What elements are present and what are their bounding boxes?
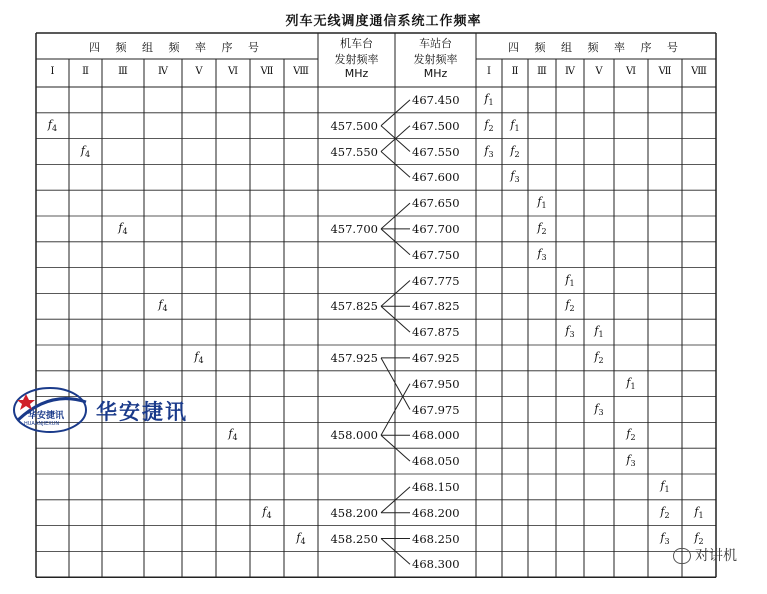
station-freq: 467.925 [412,351,460,365]
left-frequency-mark: $f_4$ [80,143,91,159]
right-col-header: Ⅳ [565,66,575,77]
loco-freq: 458.250 [330,531,378,546]
loco-freq-header-line: 发射频率 [334,53,379,66]
station-freq: 467.950 [412,376,460,391]
loco-freq: 457.925 [330,351,378,365]
station-freq-header-line: 发射频率 [413,53,458,66]
right-frequency-mark: $f_3$ [594,401,604,417]
station-freq: 467.750 [412,247,460,262]
station-freq: 468.250 [412,531,460,546]
right-col-header: Ⅷ [691,66,707,77]
station-freq-header-line: MHz [423,67,448,80]
right-col-header: Ⅴ [595,66,603,77]
right-col-header: Ⅰ [487,66,491,77]
loco-freq: 457.825 [330,299,378,314]
left-col-header: Ⅱ [82,66,89,77]
station-freq: 467.450 [412,93,460,107]
right-frequency-mark: $f_2$ [660,504,670,520]
loco-freq: 457.550 [330,144,378,159]
right-frequency-mark: $f_2$ [626,427,636,443]
loco-freq: 458.000 [330,428,378,443]
left-frequency-mark: $f_4$ [47,117,58,133]
right-frequency-mark: $f_1$ [565,272,575,288]
station-freq: 468.200 [412,505,460,520]
right-frequency-mark: $f_3$ [537,246,547,262]
right-col-header: Ⅶ [658,66,672,77]
loco-freq: 457.700 [330,222,378,236]
right-frequency-mark: $f_3$ [660,530,670,546]
watermark-text: 对讲机 [695,548,737,564]
loco-freq-header-line: MHz [344,67,369,80]
right-frequency-mark: $f_3$ [484,143,494,159]
right-col-header: Ⅱ [511,66,519,77]
right-frequency-mark: $f_1$ [510,117,520,133]
right-frequency-mark: $f_2$ [565,298,575,314]
right-frequency-mark: $f_3$ [510,169,520,185]
right-frequency-mark: $f_1$ [660,479,670,495]
right-frequency-mark: $f_2$ [484,117,494,133]
right-frequency-mark: $f_2$ [510,143,520,159]
loco-freq: 458.200 [330,505,378,520]
station-freq: 468.150 [412,480,460,494]
left-col-header: Ⅳ [158,66,168,77]
station-freq: 467.650 [412,196,460,211]
right-frequency-mark: $f_1$ [694,504,704,520]
logo-small-en: HUAANJIEXUN [24,421,60,427]
right-frequency-mark: $f_1$ [626,375,636,391]
left-col-header: Ⅶ [260,66,274,77]
left-col-header: Ⅰ [50,66,55,77]
station-freq: 468.050 [412,454,460,469]
right-frequency-mark: $f_3$ [565,324,575,340]
left-col-header: Ⅷ [293,66,309,77]
right-frequency-mark: $f_2$ [537,221,547,237]
left-frequency-mark: $f_4$ [262,504,272,520]
logo-small-text: 华安捷讯 [28,411,65,421]
left-frequency-mark: $f_4$ [118,221,128,237]
left-frequency-mark: $f_4$ [158,298,168,314]
right-frequency-mark: $f_2$ [594,350,604,366]
right-col-header: Ⅵ [625,66,637,77]
right-frequency-mark: $f_3$ [626,453,636,469]
station-freq: 467.500 [412,118,460,133]
right-frequency-mark: $f_2$ [694,530,704,546]
loco-freq-header-line: 机车台 [340,37,373,50]
page-title: 列车无线调度通信系统工作频率 [285,14,482,29]
right-col-header: Ⅲ [537,66,547,77]
station-freq: 467.775 [412,273,460,288]
station-freq: 467.550 [412,144,460,159]
left-group-header: 四 频 组 频 率 序 号 [89,41,265,54]
logo-text: 华安捷讯 [96,400,188,424]
left-col-header: Ⅲ [118,66,128,77]
left-col-header: Ⅵ [227,66,239,77]
station-freq: 467.700 [412,222,460,236]
right-frequency-mark: $f_1$ [594,324,604,340]
station-freq: 467.600 [412,170,460,185]
station-freq: 468.000 [412,428,460,443]
left-frequency-mark: $f_4$ [228,427,238,443]
watermark [673,545,737,565]
right-group-header: 四 频 组 频 率 序 号 [508,41,684,54]
left-col-header: Ⅴ [195,66,203,77]
company-logo [8,380,238,440]
wechat-icon [673,548,691,564]
loco-freq: 457.500 [330,118,378,133]
station-freq: 468.300 [412,557,460,572]
station-freq: 467.825 [412,299,460,314]
station-freq: 467.875 [412,325,460,340]
station-freq: 467.975 [412,402,460,417]
station-freq-header-line: 车站台 [419,37,452,50]
right-frequency-mark: $f_1$ [484,92,494,108]
left-frequency-mark: $f_4$ [194,350,204,366]
right-frequency-mark: $f_1$ [537,195,547,211]
left-frequency-mark: $f_4$ [296,530,306,546]
